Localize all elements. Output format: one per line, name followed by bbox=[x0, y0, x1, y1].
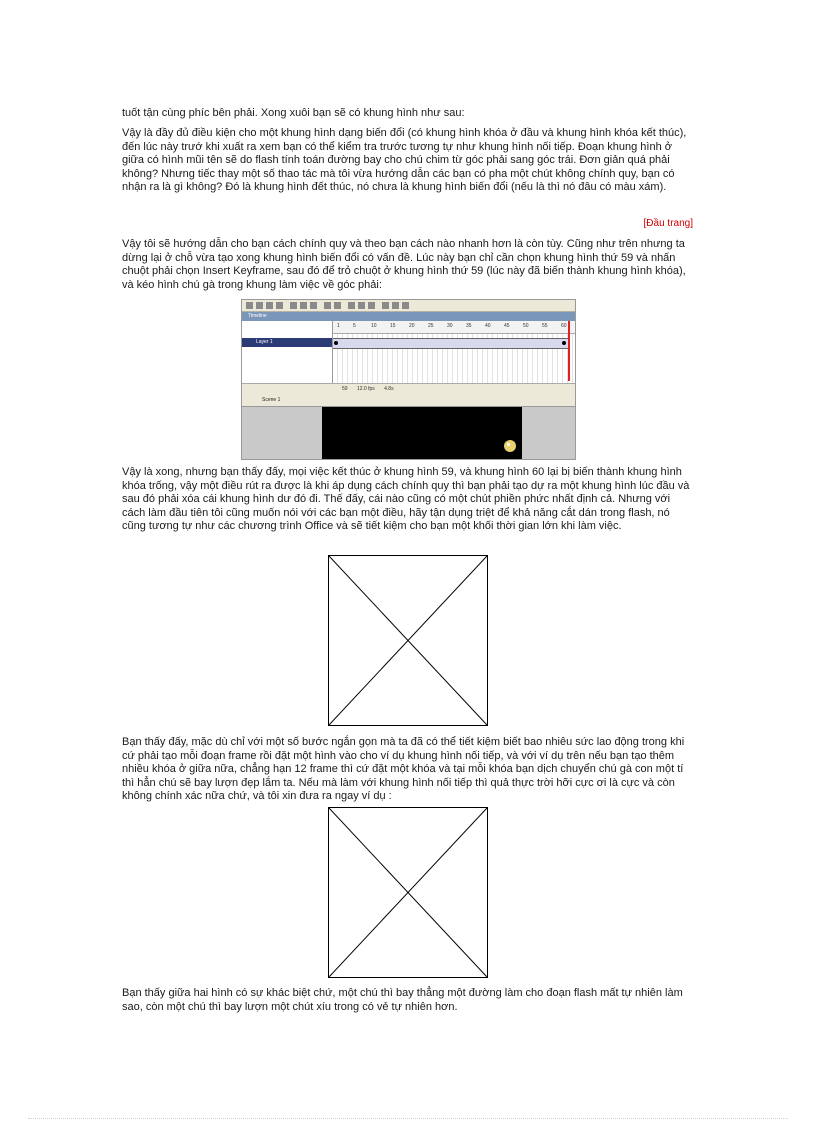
undo-icon bbox=[324, 302, 331, 309]
end-keyframe bbox=[562, 341, 566, 345]
placeholder-cross-icon bbox=[329, 556, 487, 725]
snap-icon bbox=[348, 302, 355, 309]
back-to-top-link[interactable]: [Đầu trang] bbox=[643, 218, 693, 229]
ruler-tick: 50 bbox=[523, 323, 529, 329]
ruler-tick: 25 bbox=[428, 323, 434, 329]
chick-eye bbox=[507, 443, 510, 446]
ruler-tick: 5 bbox=[353, 323, 356, 329]
timeline-panel-header: Timeline bbox=[242, 312, 575, 321]
rotate-icon bbox=[382, 302, 389, 309]
frame-grid bbox=[333, 334, 576, 383]
ruler-tick: 20 bbox=[409, 323, 415, 329]
redo-icon bbox=[334, 302, 341, 309]
playhead bbox=[568, 321, 570, 381]
scene-bar bbox=[242, 394, 575, 407]
elapsed-time: 4.8s bbox=[384, 386, 394, 392]
frame-rate: 12.0 fps bbox=[356, 386, 375, 392]
placeholder-cross-icon bbox=[329, 808, 487, 977]
ruler-tick: 30 bbox=[447, 323, 453, 329]
ruler-tick: 1 bbox=[337, 323, 340, 329]
save-icon bbox=[266, 302, 273, 309]
print-icon bbox=[276, 302, 283, 309]
paragraph-1: Vậy là đầy đủ điều kiện cho một khung hình dạng biến đổi (có khung hình khóa ở đầu và khung hình khóa kết thúc), đến lúc này trướ khi xuất ra xem bạn có thể kiểm tra trước tương tự như khung hình nối tiếp. Đoạn khung hình ở giữa có hình mũi tên sẽ do flash tính toán đường bay cho chú chim từ góc phải sang góc trái. Đơn giản quá phải không? Nhưng tiếc thay một số thao tác mà tôi vừa hướng dẫn các bạn có pha một chút không chính quy, bạn có nhận ra là gì không? Đó là khung hình đết thúc, nó chưa là khung hình biến đổi (nếu là thì nó đâu có màu xám). bbox=[122, 127, 687, 194]
scale-icon bbox=[392, 302, 399, 309]
paragraph-3: Vậy là xong, nhưng bạn thấy đấy, mọi việc kết thúc ở khung hình 59, và khung hình 60 lại bị biến thành khung hình khóa trống, vậy một điều rút ra được là khi áp dụng cách chính quy thì bạn phải tạo dự ra một khung hình lúc đầu và sau đó phải xóa cái khung hình dư đó đi. Thế đấy, cái nào cũng có một chút phiền phức nhất định cả. Nhưng với cách làm đầu tiên tôi cũng muốn nói với các bạn một điều, hãy tận dụng triệt để khả năng cắt dán trong flash, nó cũng tương tự như các chương trình Office và sẽ tiết kiệm cho bạn một khối thời gian lớn khi làm việc. bbox=[122, 466, 690, 533]
tween-frame-span bbox=[333, 338, 569, 349]
paragraph-4: Bạn thấy đấy, mặc dù chỉ với một số bước ngắn gọn mà ta đã có thể tiết kiệm biết bao nhiêu sức lao động trong khi cứ phải tạo mỗi đoạn frame rồi đặt một hình vào cho ví dụ khung hình nối tiếp, và với ví dụ trên nếu bạn tạo thêm nhiều khóa ở giữa nữa, chẳng hạn 12 frame thì cứ đặt một khóa và tại mỗi khóa bạn dịch chuyển chú gà con một tí thì hẳn chú sẽ bay lượn đẹp lắm ta. Nếu mà làm với khung hình nối tiếp thì quả thực trời hỡi cực ơi là cực và còn không chính xác nữa chứ, và tôi xin đưa ra ngay ví dụ : bbox=[122, 736, 685, 803]
ruler-tick: 60 bbox=[561, 323, 567, 329]
new-file-icon bbox=[246, 302, 253, 309]
start-keyframe bbox=[334, 341, 338, 345]
ruler-tick: 55 bbox=[542, 323, 548, 329]
layers-column bbox=[242, 321, 333, 383]
chick-sprite bbox=[504, 440, 516, 452]
scene-label: Scene 1 bbox=[262, 397, 281, 403]
ruler-tick: 10 bbox=[371, 323, 377, 329]
ruler-tick: 40 bbox=[485, 323, 491, 329]
current-frame: 59 bbox=[342, 386, 348, 392]
paragraph-5: Bạn thấy giữa hai hình có sự khác biệt chứ, một chú thì bay thẳng một đường làm cho đoạn flash mất tự nhiên làm sao, còn một chú thì bay lượn một chút xíu trong có vẻ tự nhiên hơn. bbox=[122, 987, 683, 1013]
ruler-tick: 35 bbox=[466, 323, 472, 329]
paragraph-intro: tuốt tận cùng phíc bên phải. Xong xuôi bạn sẽ có khung hình như sau: bbox=[122, 107, 465, 119]
paragraph-2: Vậy tôi sẽ hướng dẫn cho bạn cách chính quy và theo bạn cách nào nhanh hơn là còn tùy. Cũng như trên nhưng ta dừng lại ở chỗ vừa tạo xong khung hình biến đổi có vấn đề. Lúc này bạn chỉ cần chọn khung hình thứ 59 và nhấn chuột phải chọn Insert Keyframe, sau đó để trỏ chuột ở khung hình thứ 59 (lúc này đã biến thành khung hình khóa), và kéo hình chú gà trong khung làm việc về góc phải: bbox=[122, 238, 686, 291]
ruler-tick: 45 bbox=[504, 323, 510, 329]
layer-row: Layer 1 bbox=[242, 338, 332, 347]
copy-icon bbox=[300, 302, 307, 309]
stage bbox=[322, 407, 522, 460]
cut-icon bbox=[290, 302, 297, 309]
missing-image-placeholder bbox=[328, 807, 488, 978]
frame-ruler bbox=[333, 321, 576, 334]
timeline-status-bar bbox=[242, 383, 575, 394]
flash-toolbar bbox=[242, 300, 575, 312]
ruler-tick: 15 bbox=[390, 323, 396, 329]
footer-divider bbox=[28, 1118, 788, 1119]
open-file-icon bbox=[256, 302, 263, 309]
align-icon bbox=[402, 302, 409, 309]
straighten-icon bbox=[368, 302, 375, 309]
flash-timeline-screenshot bbox=[241, 299, 576, 460]
paste-icon bbox=[310, 302, 317, 309]
smooth-icon bbox=[358, 302, 365, 309]
missing-image-placeholder bbox=[328, 555, 488, 726]
